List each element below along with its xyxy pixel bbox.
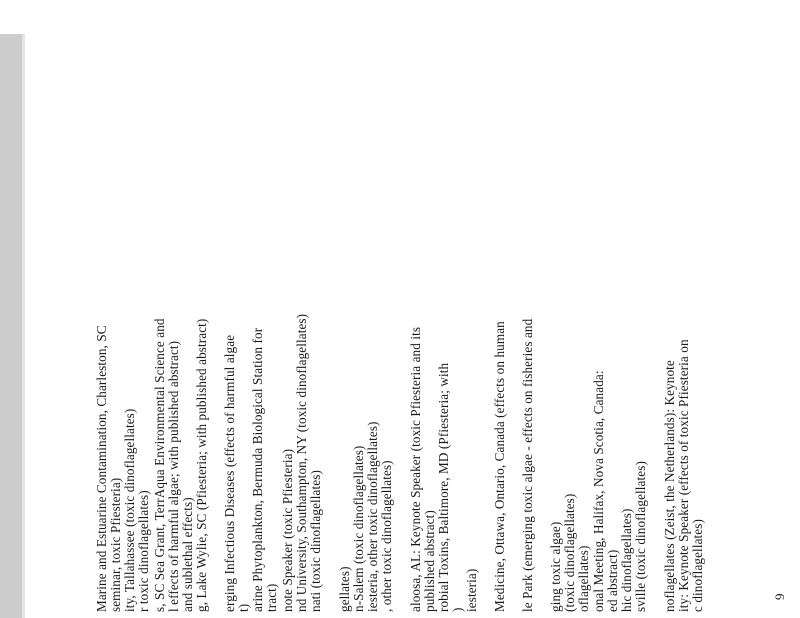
text-line: sville (toxic dinoflagellates) bbox=[633, 461, 648, 612]
text-line: (toxic dinoflagellates) bbox=[562, 493, 577, 612]
text-line: arine Phytoplankton, Bermuda Biological Station for bbox=[250, 327, 265, 612]
text-line: ity, Tallahassee (toxic dinoflagellates) bbox=[122, 408, 137, 612]
text-line: seminar, toxic Pfiesteria) bbox=[108, 477, 123, 612]
text-line: gellates) bbox=[337, 566, 352, 612]
text-line: erging Infectious Diseases (effects of harmful algae bbox=[222, 334, 237, 612]
text-line: tract) bbox=[264, 583, 279, 612]
text-line: l effects of harmful algae; with published abstract) bbox=[166, 340, 181, 612]
text-line: n-Salem (toxic dinoflagellates) bbox=[351, 445, 366, 612]
text-line: , other toxic dinoflagellates) bbox=[379, 460, 394, 612]
text-line: noflagellates (Zeist, the Netherlands): Keynote bbox=[662, 360, 677, 612]
text-line: oflagellates) bbox=[576, 545, 591, 612]
text-line: t) bbox=[236, 603, 251, 612]
text-line: iesteria) bbox=[464, 568, 479, 612]
text-line: s, SC Sea Grant, TerrAqua Environmental Science and bbox=[152, 318, 167, 612]
text-line: published abstract) bbox=[422, 510, 437, 612]
text-line: robial Toxins, Baltimore, MD (Pfiesteria; with bbox=[436, 362, 451, 612]
text-line: note Speaker (toxic Pfiesteria) bbox=[280, 448, 295, 612]
page-number: 9 bbox=[772, 593, 787, 600]
text-line: c dinoflagellates) bbox=[690, 519, 705, 612]
text-line: Medicine, Ottawa, Ontario, Canada (effects on human bbox=[492, 321, 507, 612]
text-line: and sublethal effects) bbox=[180, 497, 195, 612]
text-line: ging toxic algae) bbox=[548, 521, 563, 612]
text-line: g, Lake Wylie, SC (Pfiesteria; with published abstract) bbox=[194, 318, 209, 612]
text-line: aloosa, AL: Keynote Speaker (toxic Pfiesteria and its bbox=[408, 326, 423, 612]
text-line: nd University, Southampton, NY (toxic dinoflagellates) bbox=[294, 313, 309, 612]
text-line: Marine and Estuarine Contamination, Charleston, SC bbox=[94, 325, 109, 612]
text-line: r toxic dinoflagellates) bbox=[136, 490, 151, 612]
text-line: ed abstract) bbox=[605, 549, 620, 612]
text-line: ) bbox=[450, 607, 465, 612]
text-line: onal Meeting, Halifax, Nova Scotia, Canada: bbox=[591, 370, 606, 612]
text-line: iesteria, other toxic dinoflagellates) bbox=[365, 421, 380, 612]
text-line: nati (toxic dinoflagellates) bbox=[308, 470, 323, 612]
text-line: hic dinoflagellates) bbox=[619, 508, 634, 612]
text-line: ity: Keynote Speaker (effects of toxic Pfiesteria on bbox=[676, 339, 691, 612]
text-line: le Park (emerging toxic algae - effects on fisheries and bbox=[520, 318, 535, 612]
